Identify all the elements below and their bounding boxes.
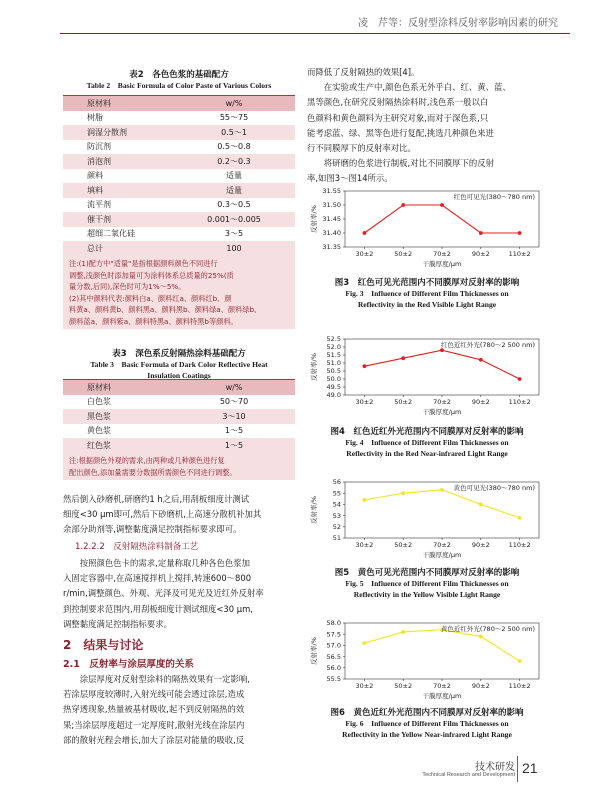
x-tick-label: 50±2: [394, 250, 413, 258]
chart-fig6: [307, 617, 547, 705]
running-header-title: 凌 芹等：反射型涂料反射率影响因素的研究: [358, 18, 558, 29]
left-paragraph-2: [63, 556, 295, 632]
y-tick-label: 51.5: [326, 351, 341, 360]
y-tick-label: 31.50: [322, 201, 341, 210]
fig3-caption-cn: 图3 红色可见光范围内不同膜厚对反射率的影响: [334, 278, 520, 288]
y-tick-label: 55.5: [326, 675, 341, 684]
text-line: 余部分助剂等,调整黏度满足控制指标要求即可。: [63, 524, 242, 535]
table2: [63, 95, 295, 257]
table-cell-value: 50～70: [219, 397, 249, 407]
table-cell-value: 0.3～0.5: [217, 200, 251, 210]
y-tick-label: 52: [332, 523, 341, 531]
x-tick-label: 70±2: [433, 541, 451, 549]
fig3-caption-en-2: Reflectivity in the Red Visible Light Range: [357, 300, 497, 309]
section-2-1-heading: 2.1 反射率与涂层厚度的关系: [63, 659, 194, 670]
y-axis-label: 反射率/%: [310, 637, 318, 665]
data-point: [401, 203, 405, 207]
line-chart: [307, 333, 547, 421]
data-point: [518, 377, 522, 381]
footer-en: Technical Research and Development: [422, 772, 515, 778]
data-point: [440, 488, 444, 492]
line-chart: [307, 617, 547, 705]
data-point: [401, 356, 405, 360]
x-tick-label: 110±2: [508, 541, 531, 549]
fig3-caption: [307, 276, 547, 310]
table-cell-material: 消泡剂: [63, 154, 173, 169]
header-rule: [60, 33, 570, 34]
table2-col1: 原材料: [63, 96, 173, 111]
x-tick-label: 70±2: [433, 250, 451, 258]
table-cell-material: 流平剂: [87, 200, 111, 210]
table-row: [63, 241, 295, 256]
data-point: [479, 635, 483, 639]
table-cell-value: 0.2～0.3: [173, 154, 295, 169]
subsection-1-2-2-2: 1.2.2.2 反射隔热涂料制备工艺: [75, 542, 199, 552]
y-axis-label: 反射率/%: [310, 496, 318, 524]
table-row: [63, 183, 295, 198]
x-tick-label: 50±2: [394, 398, 413, 406]
table-cell-value: 适量: [226, 171, 242, 181]
text-line: 将研磨的色浆进行制板,对比不同膜厚下的反射: [323, 158, 494, 169]
y-tick-label: 49.0: [326, 391, 341, 400]
table-cell-value: 0.5～0.8: [217, 142, 251, 152]
fig4-caption-cn: 图4 红色近红外光范围内不同膜厚对反射率的影响: [330, 427, 524, 437]
table-row: [63, 125, 295, 140]
text-line: 颜料蓝a、颜料紫a、颜料特黑a、颜料特黑b等颜料。: [69, 316, 238, 326]
text-line: 能考虑蓝、绿、黑等色进行复配,挑选几种颜色来进: [307, 127, 494, 138]
table3-notes: [63, 453, 295, 480]
table-row: [63, 154, 295, 169]
x-tick-label: 50±2: [394, 682, 413, 690]
y-axis-label: 反射率/%: [310, 353, 318, 381]
x-tick-label: 90±2: [471, 541, 490, 549]
y-axis-label: 反射率/%: [310, 205, 318, 233]
data-point: [401, 491, 405, 495]
table-row: [63, 212, 295, 227]
text-line: 细度<30 μm即可,然后下砂磨机,上高速分散机补加其: [63, 509, 262, 520]
page-number: 21: [522, 760, 538, 776]
y-tick-label: 58.0: [326, 619, 341, 628]
y-tick-label: 56.0: [326, 664, 341, 672]
x-tick-label: 30±2: [355, 541, 374, 549]
table-row: [63, 409, 295, 424]
x-tick-label: 90±2: [471, 398, 490, 406]
x-tick-label: 110±2: [508, 682, 531, 690]
data-point: [479, 231, 483, 235]
table-row: [63, 438, 295, 453]
table3: [63, 379, 295, 454]
table3-col1: 原材料: [63, 380, 173, 395]
y-tick-label: 52.0: [326, 343, 341, 352]
legend-label: 红色可见光(380～780 nm): [453, 193, 535, 201]
table-row: [63, 169, 295, 184]
table3-caption: [63, 347, 295, 381]
y-tick-label: 31.35: [322, 243, 341, 252]
legend-label: 黄色近红外光(780～2 500 nm): [440, 625, 535, 633]
y-tick-label: 51.0: [326, 359, 341, 368]
x-tick-label: 50±2: [394, 541, 413, 549]
y-tick-label: 51: [332, 534, 341, 543]
text-line: r/min,调整颜色、外观、光泽及可见光及近红外反射率: [63, 588, 264, 599]
table-cell-value: 1～5: [173, 438, 295, 453]
y-tick-label: 57.0: [326, 641, 341, 650]
fig6-caption-en-2: Reflectivity in the Yellow Near-infrared Light Range: [342, 730, 512, 739]
running-header: [0, 0, 600, 40]
x-axis-label: 干膜厚度/μm: [422, 408, 462, 416]
table3-col2: w/%: [173, 380, 295, 395]
table-row: [63, 198, 295, 213]
table2-col2: w/%: [173, 96, 295, 111]
table-cell-material: 润湿分散剂: [63, 125, 173, 140]
table-row: [63, 140, 295, 155]
y-tick-label: 52.5: [326, 335, 341, 344]
table2-notes: [63, 256, 295, 329]
text-line: 热穿透现象,热量被基材吸收,起不到反射隔热的效: [63, 704, 245, 715]
chart-fig3: [307, 185, 547, 273]
footer-journal: [470, 758, 515, 773]
table3-caption-en-1: Table 3 Basic Formula of Dark Color Reflective Heat: [90, 360, 268, 369]
text-line: 配出颜色,添加量需要分数据所需颜色不同进行调整。: [69, 467, 237, 477]
table-row: [63, 424, 295, 439]
series-line: [364, 630, 519, 661]
table-row: [63, 111, 295, 126]
text-line: 按照颜色色卡的需求,定量称取几种各色色浆加: [79, 558, 250, 568]
text-line: 量分数,后同),深色时可为1%～5%。: [69, 282, 186, 291]
data-point: [518, 659, 522, 663]
fig4-caption-en-1: Fig. 4 Influence of Different Film Thicknesses on: [345, 438, 509, 447]
table-cell-material: 超细二氧化硅: [87, 229, 135, 239]
data-point: [440, 203, 444, 207]
fig4-caption-en-2: Reflectivity in the Red Near-infrared Light Range: [346, 449, 508, 458]
data-point: [363, 641, 367, 645]
x-axis-label: 干膜厚度/μm: [422, 260, 462, 268]
text-line: 料黄a、颜料黄b、颜料黑a、颜料黑b、颜料绿a、颜料绿b、: [69, 305, 262, 314]
table-cell-value: 0.001～0.005: [173, 212, 295, 227]
series-line: [364, 350, 519, 379]
footer-en-wrap: [420, 772, 515, 778]
left-paragraph-1: [63, 492, 295, 538]
text-line: 果;当涂层厚度超过一定厚度时,散射光线在涂层内: [63, 719, 245, 730]
y-tick-label: 50.5: [326, 367, 341, 376]
x-axis-label: 干膜厚度/μm: [422, 551, 462, 559]
data-point: [479, 358, 483, 362]
y-tick-label: 49.5: [326, 383, 341, 392]
y-tick-label: 31.45: [322, 215, 341, 224]
text-line: 若涂层厚度较薄时,入射光线可能会透过涂层,造成: [63, 689, 245, 700]
y-tick-label: 56.5: [326, 652, 341, 661]
text-line: (2)其中颜料代表:颜料白a、颜料红a、颜料红b、颜: [69, 293, 232, 303]
text-line: 率,如图3～图14所示。: [307, 173, 393, 184]
footer-cn: 技术研发: [475, 762, 515, 773]
y-tick-label: 31.55: [322, 187, 341, 196]
fig6-caption-cn: 图6 黄色近红外光范围内不同膜厚对反射率的影响: [330, 708, 524, 718]
fig3-caption-en-1: Fig. 3 Influence of Different Film Thicknesses on: [345, 289, 509, 298]
fig4-caption: [307, 425, 547, 459]
text-line: 涂层厚度对反射型涂料的隔热效果有一定影响,: [79, 674, 250, 684]
table2-caption: [63, 68, 295, 91]
table-row: [63, 227, 295, 242]
right-paragraphs: [307, 65, 547, 187]
table2-caption-cn: 表2 各色色浆的基础配方: [129, 70, 229, 80]
data-point: [363, 231, 367, 235]
table-cell-material: 防沉剂: [87, 142, 111, 152]
x-tick-label: 70±2: [433, 682, 451, 690]
x-axis-label: 干膜厚度/μm: [422, 692, 462, 700]
fig5-caption-cn: 图5 黄色可见光范围内不同膜厚对反射率的影响: [334, 568, 520, 578]
x-tick-label: 30±2: [355, 398, 374, 406]
table-cell-material: 白色浆: [87, 397, 111, 407]
y-tick-label: 56: [332, 478, 341, 487]
y-tick-label: 55: [332, 489, 341, 498]
x-tick-label: 70±2: [433, 398, 451, 406]
x-tick-label: 30±2: [355, 682, 374, 690]
data-point: [479, 503, 483, 507]
table-cell-value: 0.5～1: [173, 125, 295, 140]
line-chart: [307, 476, 547, 564]
fig6-caption: [307, 706, 547, 740]
left-paragraph-3: [63, 672, 295, 748]
y-tick-label: 50.0: [326, 375, 341, 384]
table-cell-value: 3～5: [224, 229, 244, 239]
data-point: [518, 231, 522, 235]
x-tick-label: 30±2: [355, 250, 374, 258]
chart-fig4: [307, 333, 547, 421]
section-2-heading: 2 结果与讨论: [63, 638, 144, 652]
text-line: 黑等颜色,在研究反射隔热涂料时,浅色系一般以白: [307, 97, 489, 108]
text-line: 在实验或生产中,颜色色系无外乎白、红、黄、蓝、: [323, 82, 511, 93]
series-line: [364, 490, 519, 518]
text-line: 而降低了反射隔热的效果[4]。: [307, 67, 420, 77]
x-tick-label: 90±2: [471, 682, 490, 690]
data-point: [401, 630, 405, 634]
table3-caption-cn: 表3 深色系反射隔热涂料基础配方: [112, 349, 246, 359]
table-cell-value: 1～5: [224, 426, 244, 436]
text-line: 部的散射光程会增长,加大了涂层对能量的吸收,反: [63, 734, 245, 745]
data-point: [518, 516, 522, 520]
table-cell-material: 黑色浆: [63, 409, 173, 424]
legend-label: 黄色可见光(380～780 nm): [453, 484, 535, 492]
table3-caption-en-2: Insulation Coatings: [147, 371, 211, 380]
y-tick-label: 53: [332, 511, 341, 520]
fig5-caption-en-1: Fig. 5 Influence of Different Film Thicknesses on: [345, 579, 509, 588]
table-cell-material: 黄色浆: [87, 426, 111, 436]
table-cell-material: 总计: [63, 241, 173, 256]
table-row: [63, 395, 295, 410]
table-cell-material: 树脂: [87, 113, 103, 123]
table-cell-material: 催干剂: [63, 212, 173, 227]
legend-label: 红色近红外光(780～2 500 nm): [440, 341, 535, 349]
text-line: 入固定容器中,在高速搅拌机上搅拌,转速600～800: [63, 573, 252, 584]
x-tick-label: 110±2: [508, 398, 531, 406]
text-line: 注:(1)配方中"适量"是指根据颜料颜色不同进行: [69, 259, 218, 268]
table-cell-value: 55～75: [219, 113, 249, 123]
data-point: [363, 498, 367, 502]
table-cell-material: 红色浆: [63, 438, 173, 453]
table-cell-material: 颜料: [87, 171, 103, 181]
text-line: 色颜料和黄色颜料为主研究对象,而对于深色系,只: [307, 112, 489, 123]
table-cell-value: 3～10: [173, 409, 295, 424]
line-chart: [307, 185, 547, 273]
fig6-caption-en-1: Fig. 6 Influence of Different Film Thicknesses on: [345, 719, 509, 728]
table-cell-material: 填料: [63, 183, 173, 198]
text-line: 调整,浅颜色时添加量可为涂料体系总质量的25%(质: [69, 270, 234, 280]
y-tick-label: 31.40: [322, 229, 341, 238]
text-line: 行不同膜厚下的反射率对比。: [307, 143, 416, 154]
chart-fig5: [307, 476, 547, 564]
table-cell-value: 适量: [173, 183, 295, 198]
footer-divider: [517, 756, 518, 782]
series-line: [364, 205, 519, 233]
data-point: [363, 364, 367, 368]
fig5-caption: [307, 566, 547, 600]
table-cell-value: 100: [173, 241, 295, 256]
table2-caption-en: Table 2 Basic Formula of Color Paste of Various Colors: [86, 81, 272, 90]
x-tick-label: 110±2: [508, 250, 531, 258]
text-line: 然后倒入砂磨机,研磨约1 h之后,用刮板细度计测试: [63, 494, 250, 504]
text-line: 调整黏度满足控制指标要求。: [63, 618, 172, 629]
x-tick-label: 90±2: [471, 250, 490, 258]
text-line: 到控制要求范围内,用刮板细度计测试细度<30 μm,: [63, 603, 253, 614]
text-line: 注:根据颜色外观的需求,由两种或几种颜色进行复: [69, 456, 225, 465]
fig5-caption-en-2: Reflectivity in the Yellow Visible Light Range: [353, 590, 501, 599]
y-tick-label: 54: [332, 500, 341, 509]
y-tick-label: 57.5: [326, 630, 341, 639]
